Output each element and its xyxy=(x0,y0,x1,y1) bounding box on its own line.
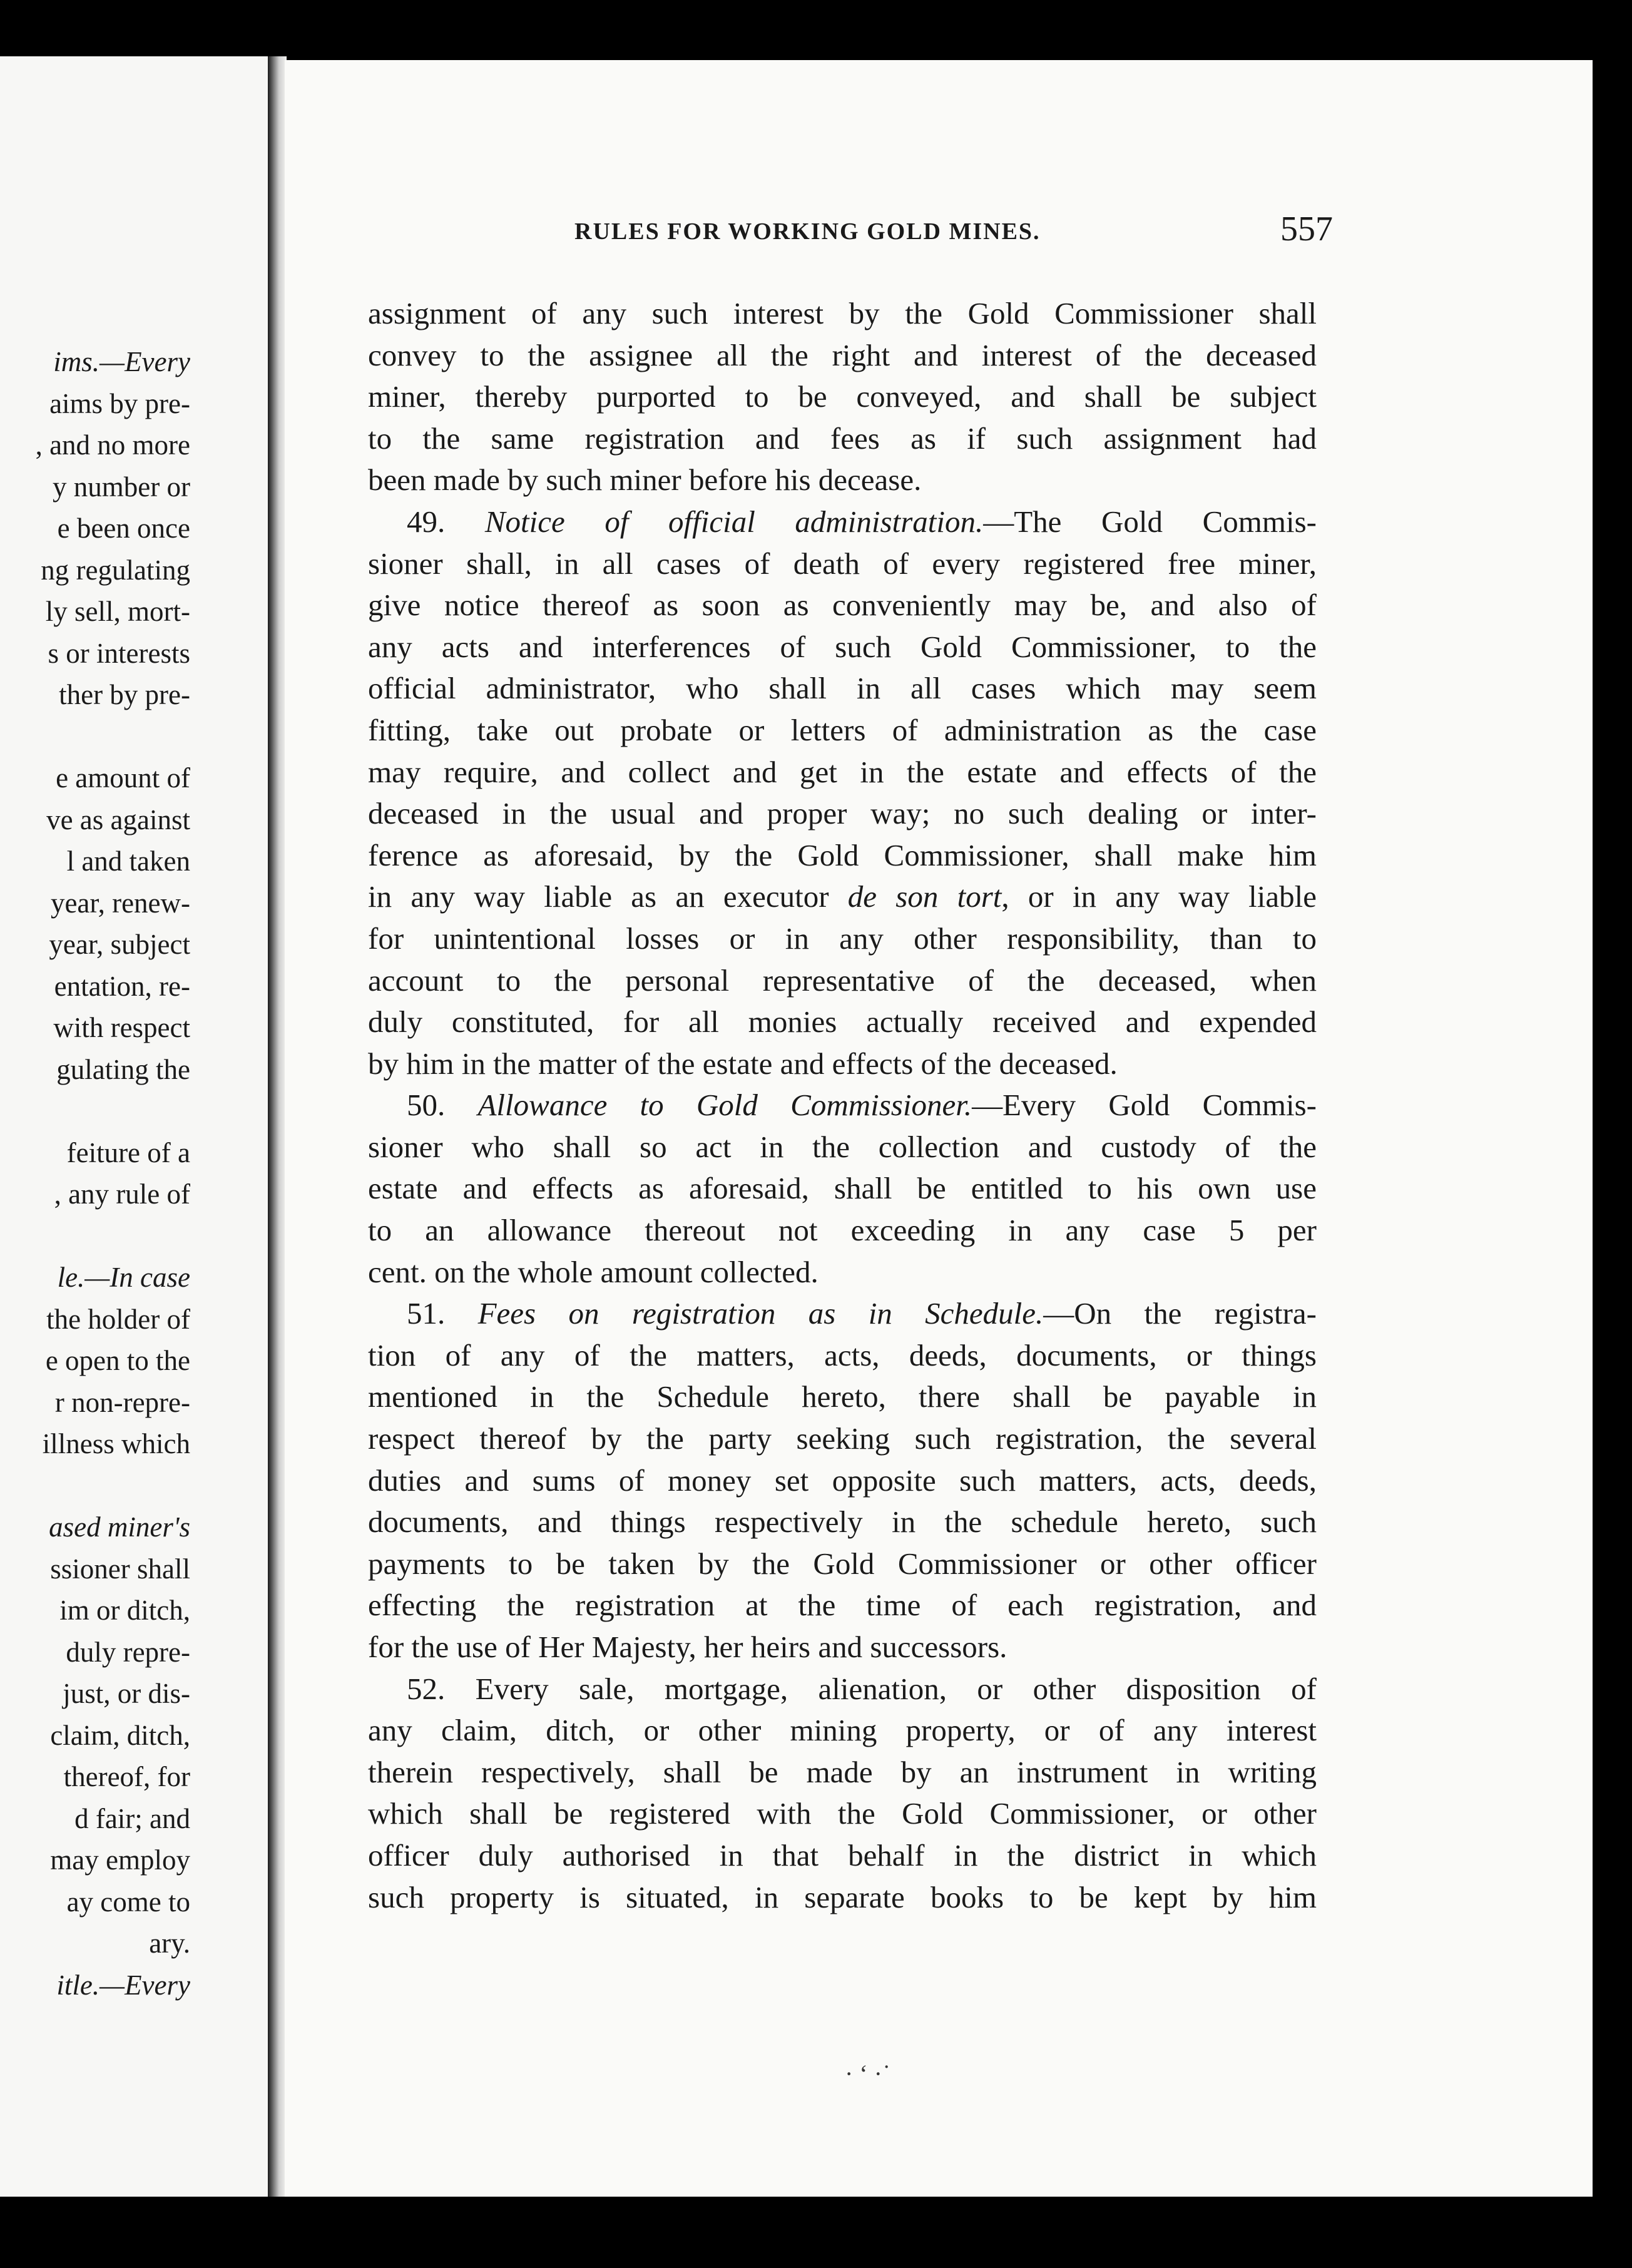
text-line: been made by such miner before his decease. xyxy=(368,462,922,498)
left-page-line: d fair; and xyxy=(74,1802,190,1834)
text-line: for the use of Her Majesty, her heirs and successors. xyxy=(368,1630,1007,1664)
text-line: to an allowance thereout not exceeding in any case 5 per xyxy=(368,1213,1317,1248)
left-page-line: illness which xyxy=(42,1428,190,1459)
left-page-line xyxy=(0,1090,190,1132)
page-edge xyxy=(1593,56,1632,2197)
left-page-line: itle.—Every xyxy=(56,1969,190,2001)
left-page-line: ther by pre- xyxy=(59,679,190,710)
left-page-line: aims by pre- xyxy=(49,387,190,419)
text-line: give notice thereof as soon as conveniently may be, and also of xyxy=(368,588,1317,623)
page-smudge: · ʻ ·˙ xyxy=(845,2060,891,2088)
text-line: 50. Allowance to Gold Commissioner.—Every Gold Commis- xyxy=(407,1088,1317,1123)
running-head: RULES FOR WORKING GOLD MINES. xyxy=(574,218,1041,245)
left-page-line: ay come to xyxy=(66,1886,190,1918)
left-page-line xyxy=(0,1465,190,1507)
left-page-line: s or interests xyxy=(48,637,190,669)
left-page-line: , and no more xyxy=(35,429,190,461)
left-page-line: duly repre- xyxy=(66,1636,190,1668)
text-line: any acts and interferences of such Gold Commissioner, to the xyxy=(368,629,1317,664)
left-page-text xyxy=(0,341,190,2006)
left-page-line: y number or xyxy=(53,471,190,503)
left-page-line: thereof, for xyxy=(63,1761,190,1792)
left-page-line: e amount of xyxy=(56,762,190,794)
italic-heading: de son tort xyxy=(847,879,1002,914)
text-line: officer duly authorised in that behalf in the district in which xyxy=(368,1837,1317,1872)
left-page-line: may employ xyxy=(50,1844,190,1876)
text-line: by him in the matter of the estate and effects of the deceased. xyxy=(368,1046,1118,1081)
text-line: fitting, take out probate or letters of administration as the case xyxy=(368,712,1317,747)
left-page-line: entation, re- xyxy=(54,970,190,1002)
text-line: assignment of any such interest by the Gold Commissioner shall xyxy=(368,296,1317,330)
text-line: convey to the assignee all the right and interest of the deceased xyxy=(368,337,1317,372)
text-line: account to the personal representative of the deceased, when xyxy=(368,963,1317,998)
text-line: effecting the registration at the time of each registration, and xyxy=(368,1588,1317,1623)
left-page-line: ssioner shall xyxy=(50,1553,190,1585)
left-page-line: l and taken xyxy=(66,845,190,877)
left-page-line: year, subject xyxy=(49,929,190,960)
italic-heading: Notice of official administration. xyxy=(484,504,984,539)
left-page-line: e been once xyxy=(57,513,190,544)
left-page-line: gulating the xyxy=(56,1053,190,1085)
text-line: respect thereof by the party seeking such registration, the several xyxy=(368,1421,1317,1456)
text-line: therein respectively, shall be made by an instrument in writing xyxy=(368,1754,1317,1789)
left-page xyxy=(0,56,274,2197)
left-page-line: ve as against xyxy=(46,804,190,835)
text-line: for unintentional losses or in any other responsibility, than to xyxy=(368,921,1317,956)
left-page-line: ary. xyxy=(149,1928,190,1959)
text-line: 52. Every sale, mortgage, alienation, or other disposition of xyxy=(407,1671,1317,1706)
left-page-line: ased miner's xyxy=(49,1511,190,1543)
text-line: which shall be registered with the Gold Commissioner, or other xyxy=(368,1796,1317,1831)
text-line: sioner who shall so act in the collection and custody of the xyxy=(368,1129,1317,1164)
text-line: to the same registration and fees as if such assignment had xyxy=(368,421,1317,456)
text-line: estate and effects as aforesaid, shall be entitled to his own use xyxy=(368,1171,1317,1206)
text-line: 49. Notice of official administration.—The Gold Commis- xyxy=(407,504,1317,539)
left-page-line: feiture of a xyxy=(66,1137,190,1168)
text-line: may require, and collect and get in the estate and effects of the xyxy=(368,754,1317,789)
text-line: such property is situated, in separate books to be kept by him xyxy=(368,1879,1317,1914)
left-page-line: , any rule of xyxy=(54,1178,190,1210)
text-line: duties and sums of money set opposite such matters, acts, deeds, xyxy=(368,1463,1317,1498)
text-line: tion of any of the matters, acts, deeds, documents, or things xyxy=(368,1337,1317,1372)
italic-heading: Allowance to Gold Commissioner. xyxy=(477,1088,972,1123)
left-page-line xyxy=(0,1215,190,1257)
book-gutter xyxy=(268,56,287,2197)
text-line: documents, and things respectively in the schedule hereto, such xyxy=(368,1504,1317,1540)
left-page-line: im or ditch, xyxy=(59,1595,190,1626)
body-text xyxy=(368,293,1317,1918)
left-page-line: year, renew- xyxy=(50,887,190,919)
text-line: in any way liable as an executor de son tort, or in any way liable xyxy=(368,879,1317,914)
left-page-line: ly sell, mort- xyxy=(45,596,190,627)
text-line: sioner shall, in all cases of death of every registered free miner, xyxy=(368,546,1317,581)
left-page-line: r non-repre- xyxy=(54,1386,190,1418)
text-line: cent. on the whole amount collected. xyxy=(368,1254,819,1289)
text-line: any claim, ditch, or other mining property, or of any interest xyxy=(368,1713,1317,1748)
left-page-line: the holder of xyxy=(46,1303,190,1335)
left-page-line: just, or dis- xyxy=(63,1678,190,1709)
left-page-line: e open to the xyxy=(45,1345,190,1376)
text-line: official administrator, who shall in all cases which may seem xyxy=(368,671,1317,706)
text-line: ference as aforesaid, by the Gold Commissioner, shall make him xyxy=(368,837,1317,872)
left-page-line: claim, ditch, xyxy=(50,1719,190,1751)
text-line: miner, thereby purported to be conveyed, and shall be subject xyxy=(368,379,1317,414)
italic-heading: Fees on registration as in Schedule. xyxy=(477,1296,1044,1331)
page-number: 557 xyxy=(1280,210,1333,248)
text-line: payments to be taken by the Gold Commissioner or other officer xyxy=(368,1546,1317,1581)
text-line: deceased in the usual and proper way; no such dealing or inter- xyxy=(368,796,1317,831)
left-page-line: le.—In case xyxy=(57,1262,190,1293)
text-line: 51. Fees on registration as in Schedule.—On the registra- xyxy=(407,1296,1317,1331)
text-line: duly constituted, for all monies actually received and expended xyxy=(368,1004,1317,1040)
text-line: mentioned in the Schedule hereto, there shall be payable in xyxy=(368,1379,1317,1414)
left-page-line xyxy=(0,716,190,758)
left-page-line: ims.—Every xyxy=(53,346,190,377)
left-page-line: with respect xyxy=(53,1012,190,1043)
left-page-line: ng regulating xyxy=(41,554,190,586)
